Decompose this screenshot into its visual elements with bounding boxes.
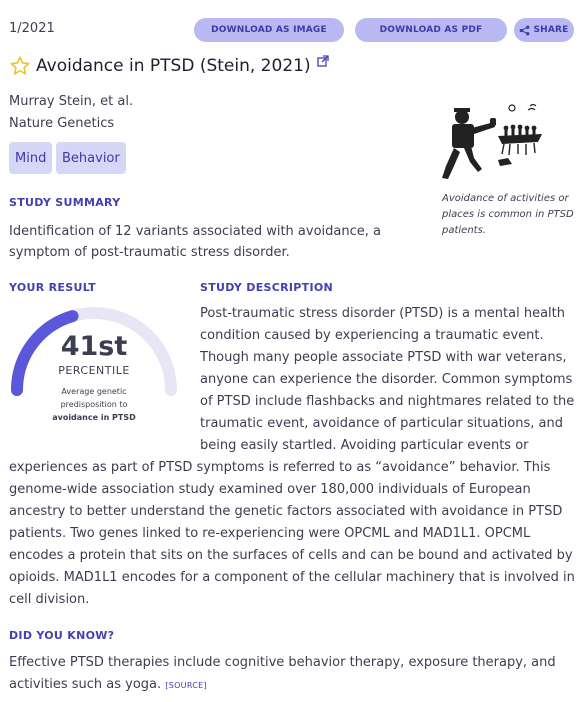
result-spacer xyxy=(9,303,200,457)
download-image-label: DOWNLOAD AS IMAGE xyxy=(211,25,327,35)
study-date: 1/2021 xyxy=(9,21,55,36)
external-link-icon[interactable] xyxy=(317,55,329,67)
did-you-know-body: Effective PTSD therapies include cognitive behavior therapy, exposure therapy, and activities such as yoga. xyxy=(9,655,556,692)
share-icon xyxy=(519,25,530,36)
page-title: Avoidance in PTSD (Stein, 2021) xyxy=(36,56,311,76)
your-result-heading: YOUR RESULT xyxy=(9,281,96,294)
study-description-text: Post-traumatic stress disorder (PTSD) is a mental health condition caused by experiencing a traumatic event. Though many people associate PTSD with war veterans, anyone can experience the disorder. Common symptoms of PTSD include flashbacks and nightmares related to the traumatic event, avoidance of particular situations, and being easily startled. Avoiding particular events or experiences as part of PTSD symptoms is referred to as “avoidance” behavior. This genome-wide association study examined over 180,000 individuals of European ancestry to better understand the genetic factors associated with avoidance in PTSD patients. Two genes linked to re-experiencing were OPCML and MAD1L1. OPCML encodes a protein that sits on the surfaces of cells and can be bound and activated by opioids. MAD1L1 encodes for a component of the cellular machinery that is involved in cell division. xyxy=(9,306,575,607)
percentile-value: 41st xyxy=(60,331,128,362)
download-image-button[interactable] xyxy=(194,18,344,42)
tag-behavior[interactable]: Behavior xyxy=(56,142,126,174)
source-link[interactable]: [SOURCE] xyxy=(165,681,207,690)
study-description xyxy=(9,303,579,611)
percentile-label: PERCENTILE xyxy=(58,364,130,377)
study-summary-text: Identification of 12 variants associated with avoidance, a symptom of post-traumatic stress disorder. xyxy=(9,224,381,260)
share-label: SHARE xyxy=(533,25,569,35)
share-button[interactable] xyxy=(514,18,574,42)
download-pdf-label: DOWNLOAD AS PDF xyxy=(379,25,483,35)
download-pdf-button[interactable] xyxy=(355,18,507,42)
did-you-know-heading: DID YOU KNOW? xyxy=(9,629,115,642)
journal: Nature Genetics xyxy=(9,116,115,131)
did-you-know-text xyxy=(9,652,579,697)
star-icon[interactable] xyxy=(9,55,31,77)
tag-mind[interactable]: Mind xyxy=(9,142,52,174)
study-description-heading: STUDY DESCRIPTION xyxy=(200,281,334,294)
study-summary-heading: STUDY SUMMARY xyxy=(9,196,121,209)
avoidance-illustration xyxy=(438,100,550,182)
percentile-description-trait: avoidance in PTSD xyxy=(52,413,136,422)
percentile-description-prefix: Average genetic predisposition to xyxy=(60,387,128,409)
title-row xyxy=(9,55,329,77)
illustration-caption: Avoidance of activities or places is common in PTSD patients. xyxy=(442,193,574,236)
author: Murray Stein, et al. xyxy=(9,94,134,109)
